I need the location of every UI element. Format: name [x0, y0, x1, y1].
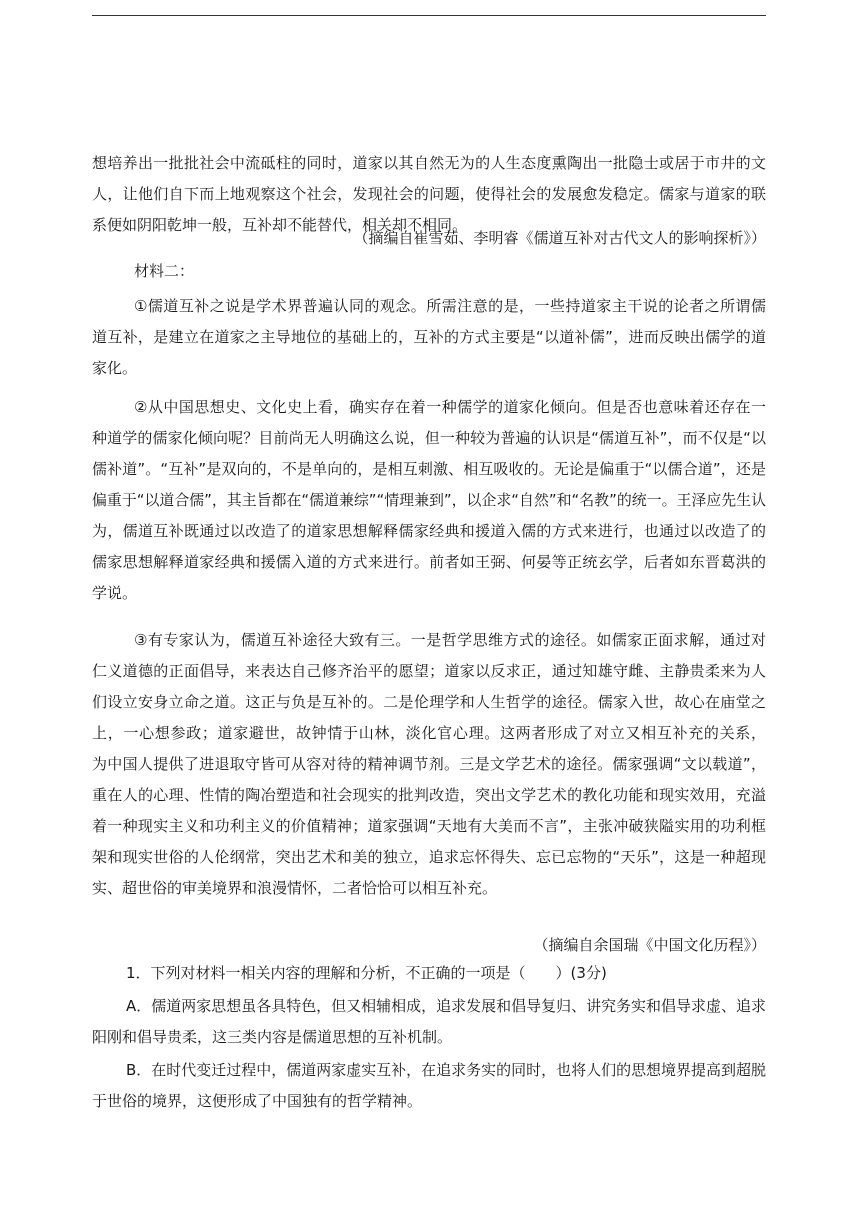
- text-line: 家化。: [92, 359, 138, 377]
- citation-1: （摘编自崔雪茹、李明睿《儒道互补对古代文人的影响探析》）: [353, 229, 766, 247]
- text-line: 着一种现实主义和功利主义的价值精神；道家强调“天地有大美而不言”，主张冲破狭隘实用的功利框: [92, 817, 766, 835]
- material-2-heading: 材料二：: [134, 262, 195, 280]
- text-line: ①儒道互补之说是学术界普遍认同的观念。所需注意的是，一些持道家主干说的论者之所谓儒: [134, 297, 766, 315]
- text-line: 人，让他们自下而上地观察这个社会，发现社会的问题，使得社会的发展愈发稳定。儒家与道家的联: [92, 185, 766, 203]
- paragraph-2: [92, 392, 766, 609]
- paragraph-3: [92, 625, 766, 904]
- question-1: 1．下列对材料一相关内容的理解和分析，不正确的一项是（ ）(3分): [126, 964, 607, 982]
- text-line: 为中国人提供了进退取守皆可从容对待的精神调节剂。三是文学艺术的途径。儒家强调“文以载道”，: [92, 755, 766, 773]
- text-line: A．儒道两家思想虽各具特色，但又相辅相成，追求发展和倡导复归、讲究务实和倡导求虚、追求: [126, 997, 766, 1015]
- text-line: 儒补道”。“互补”是双向的，不是单向的，是相互刺激、相互吸收的。无论是偏重于“以儒合道”，还是: [92, 460, 766, 478]
- text-line: 仁义道德的正面倡导，来表达自己修齐治平的愿望；道家以反求正，通过知雄守雌、主静贵柔来为人: [92, 662, 766, 680]
- text-line: ③有专家认为，儒道互补途径大致有三。一是哲学思维方式的途径。如儒家正面求解，通过对: [134, 631, 766, 649]
- text-line: 偏重于“以道合儒”，其主旨都在“儒道兼综”“情理兼到”，以企求“自然”和“名教”的统一。王泽应先生认: [92, 491, 766, 509]
- text-line: 重在人的心理、性情的陶冶塑造和社会现实的批判改造，突出文学艺术的教化功能和现实效用，充溢: [92, 786, 766, 804]
- text-line: 种道学的儒家化倾向呢？目前尚无人明确这么说，但一种较为普遍的认识是“儒道互补”，而不仅是“以: [92, 429, 766, 447]
- text-line: 为，儒道互补既通过以改造了的道家思想解释儒家经典和援道入儒的方式来进行，也通过以改造了的: [92, 522, 766, 540]
- text-line: 道互补，是建立在道家之主导地位的基础上的，互补的方式主要是“以道补儒”，进而反映出儒学的道: [92, 328, 766, 346]
- text-line: 阳刚和倡导贵柔，这三类内容是儒道思想的互补机制。: [92, 1028, 453, 1046]
- option-a: [92, 991, 766, 1053]
- text-line: 于世俗的境界，这便形成了中国独有的哲学精神。: [92, 1092, 423, 1110]
- text-line: 们设立安身立命之道。这正与负是互补的。二是伦理学和人生哲学的途径。儒家入世，故心在庙堂之: [92, 693, 766, 711]
- option-b: [92, 1055, 766, 1117]
- text-line: 儒家思想解释道家经典和援儒入道的方式来进行。前者如王弼、何晏等正统玄学，后者如东晋葛洪的: [92, 553, 766, 571]
- citation-2: （摘编自余国瑞《中国文化历程》）: [533, 936, 766, 954]
- text-line: ②从中国思想史、文化史上看，确实存在着一种儒学的道家化倾向。但是否也意味着还存在一: [134, 398, 766, 416]
- text-line: 架和现实世俗的人伦纲常，突出艺术和美的独立，追求忘怀得失、忘已忘物的“天乐”，这是一种超现: [92, 848, 766, 866]
- header-rule: [92, 15, 766, 16]
- text-line: 学说。: [92, 584, 138, 602]
- text-line: B．在时代变迁过程中，儒道两家虚实互补，在追求务实的同时，也将人们的思想境界提高到超脱: [126, 1061, 766, 1079]
- text-line: 系便如阴阳乾坤一般，互补却不能替代，相关却不相同。: [92, 216, 468, 234]
- text-line: 上，一心想参政；道家避世，故钟情于山林，淡化官心理。这两者形成了对立又相互补充的关系，: [92, 724, 766, 742]
- paragraph-1: [92, 291, 766, 384]
- text-line: 想培养出一批批社会中流砥柱的同时，道家以其自然无为的人生态度熏陶出一批隐士或居于市井的文: [92, 154, 766, 172]
- text-line: 实、超世俗的审美境界和浪漫情怀，二者恰恰可以相互补充。: [92, 879, 498, 897]
